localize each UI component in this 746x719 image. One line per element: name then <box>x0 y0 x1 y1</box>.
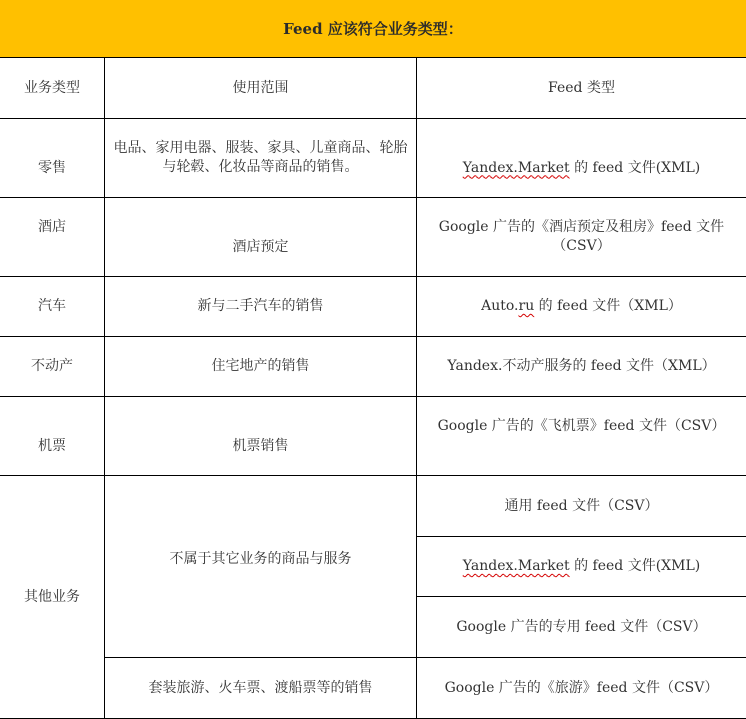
cell-usage-scope: 新与二手汽车的销售 <box>105 277 417 337</box>
cell-usage-scope: 不属于其它业务的商品与服务 <box>105 476 417 658</box>
table-row-retail <box>0 119 746 198</box>
header-usage-scope: 使用范围 <box>105 58 417 119</box>
table-row-auto <box>0 277 746 337</box>
cell-usage-scope: 酒店预定 <box>105 198 417 277</box>
feed-type-text: 的 feed 文件(XML) <box>570 558 701 574</box>
table-row-other-1 <box>0 476 746 537</box>
spellcheck-marked-text: ru <box>519 298 535 314</box>
table-row-flights <box>0 397 746 476</box>
cell-business-type: 其他业务 <box>0 476 105 719</box>
feed-type-text: 的 feed 文件（XML） <box>534 298 682 314</box>
spellcheck-marked-text: Yandex.Market <box>463 558 570 574</box>
table-row-real-estate <box>0 337 746 397</box>
cell-feed-type: 通用 feed 文件（CSV） <box>417 476 746 537</box>
header-feed-type: Feed 类型 <box>417 58 746 119</box>
feed-type-text: Auto. <box>481 298 518 314</box>
spellcheck-marked-text: Yandex.Market <box>463 160 570 176</box>
cell-feed-type: Yandex.不动产服务的 feed 文件（XML） <box>417 337 746 397</box>
cell-business-type: 零售 <box>0 119 105 198</box>
header-business-type: 业务类型 <box>0 58 105 119</box>
cell-feed-type: Google 广告的《旅游》feed 文件（CSV） <box>417 658 746 719</box>
table-title-text: Feed 应该符合业务类型： <box>283 18 463 39</box>
cell-usage-scope: 电品、家用电器、服装、家具、儿童商品、轮胎与轮毂、化妆品等商品的销售。 <box>105 119 417 198</box>
cell-usage-scope: 住宅地产的销售 <box>105 337 417 397</box>
table-row-other-4 <box>0 658 746 719</box>
cell-business-type: 不动产 <box>0 337 105 397</box>
cell-business-type: 机票 <box>0 397 105 476</box>
table-header-row <box>0 58 746 119</box>
cell-feed-type: Google 广告的《酒店预定及租房》feed 文件（CSV） <box>417 198 746 277</box>
feed-type-text: 的 feed 文件(XML) <box>570 160 701 176</box>
cell-business-type: 酒店 <box>0 198 105 277</box>
cell-feed-type: Google 广告的《飞机票》feed 文件（CSV） <box>417 397 746 476</box>
table-row-hotel <box>0 198 746 277</box>
cell-usage-scope: 套装旅游、火车票、渡船票等的销售 <box>105 658 417 719</box>
cell-feed-type <box>417 277 746 337</box>
cell-feed-type <box>417 119 746 198</box>
table-title <box>0 0 746 57</box>
cell-feed-type <box>417 537 746 597</box>
cell-feed-type: Google 广告的专用 feed 文件（CSV） <box>417 597 746 658</box>
cell-business-type: 汽车 <box>0 277 105 337</box>
cell-usage-scope: 机票销售 <box>105 397 417 476</box>
feed-type-table <box>0 57 746 719</box>
